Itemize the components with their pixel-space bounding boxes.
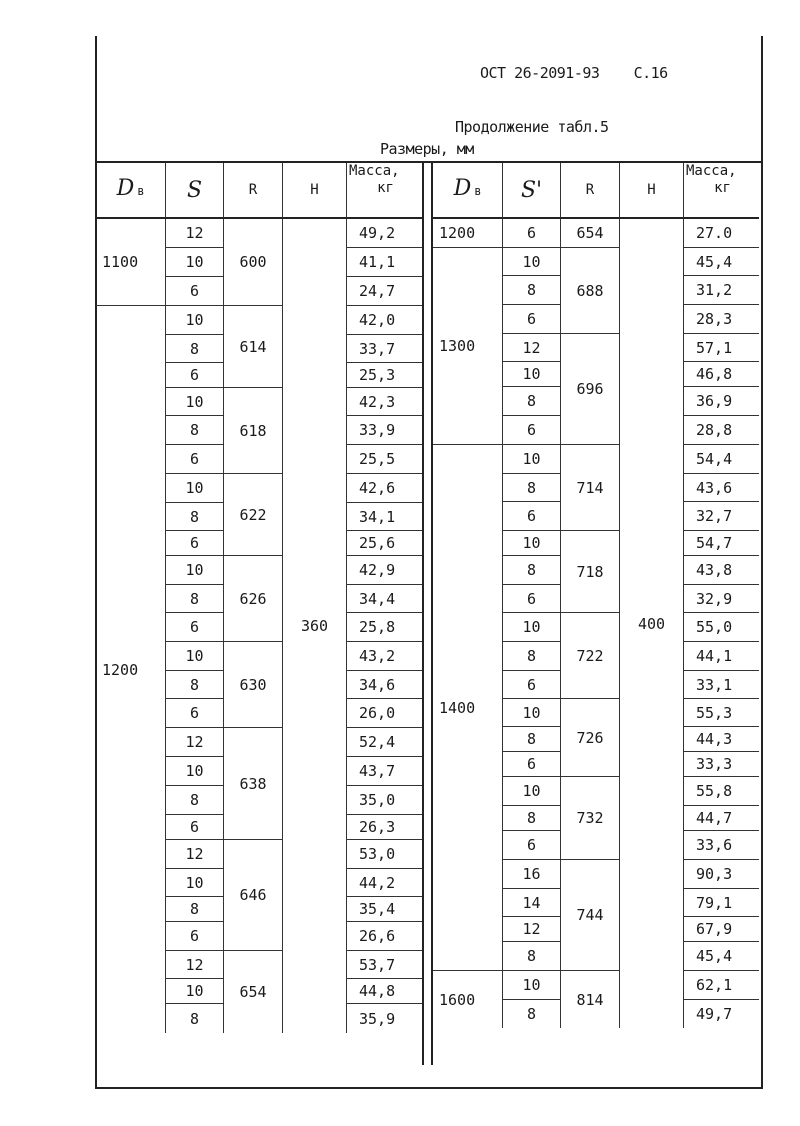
wall-thickness-cell: 10 (166, 642, 224, 671)
mass-cell: 33,1 (684, 671, 759, 699)
radius-cell: 732 (561, 777, 620, 860)
wall-thickness-cell: 6 (166, 699, 224, 728)
mass-label: Масса, (686, 163, 737, 179)
wall-thickness-cell: 8 (166, 786, 224, 815)
radius-cell: 744 (561, 860, 620, 971)
mass-cell: 25,3 (347, 363, 422, 388)
col-header-s (503, 163, 561, 219)
mass-cell: 26,3 (347, 815, 422, 840)
wall-thickness-cell: 8 (166, 671, 224, 699)
mass-cell: 33,7 (347, 335, 422, 363)
mass-cell: 41,1 (347, 248, 422, 277)
s-symbol: S' (520, 177, 543, 203)
wall-thickness-cell: 8 (503, 474, 561, 502)
mass-unit: кг (714, 180, 731, 196)
mass-cell: 25,8 (347, 613, 422, 642)
radius-cell: 688 (561, 248, 620, 334)
wall-thickness-cell: 10 (503, 971, 561, 1000)
mass-unit: кг (377, 180, 394, 196)
mass-cell: 26,0 (347, 699, 422, 728)
wall-thickness-cell: 6 (503, 752, 561, 777)
page-number: С.16 (633, 64, 668, 82)
radius-cell: 718 (561, 531, 620, 613)
col-header-d (433, 163, 503, 219)
radius-cell: 614 (224, 306, 283, 388)
radius-cell: 600 (224, 219, 283, 306)
wall-thickness-cell: 6 (503, 416, 561, 445)
wall-thickness-cell: 6 (166, 445, 224, 474)
col-header-s (166, 163, 224, 219)
outer-diameter-cell: 1200 (433, 219, 503, 248)
col-header-h: H (620, 163, 684, 219)
mass-cell: 32,9 (684, 585, 759, 613)
mass-cell: 33,3 (684, 752, 759, 777)
right-table (433, 163, 759, 1028)
mass-cell: 67,9 (684, 917, 759, 942)
wall-thickness-cell: 14 (503, 889, 561, 917)
wall-thickness-cell: 10 (166, 388, 224, 416)
mass-cell: 44,7 (684, 806, 759, 831)
d-symbol: D (453, 176, 472, 201)
mass-cell: 79,1 (684, 889, 759, 917)
mass-cell: 42,6 (347, 474, 422, 503)
wall-thickness-cell: 16 (503, 860, 561, 889)
wall-thickness-cell: 10 (166, 306, 224, 335)
wall-thickness-cell: 10 (503, 248, 561, 276)
outer-diameter-cell: 1100 (96, 219, 166, 306)
left-table (96, 163, 422, 1033)
wall-thickness-cell: 12 (166, 951, 224, 979)
mass-cell: 34,4 (347, 585, 422, 613)
wall-thickness-cell: 6 (166, 922, 224, 951)
mass-cell: 43,2 (347, 642, 422, 671)
wall-thickness-cell: 8 (503, 942, 561, 971)
wall-thickness-cell: 10 (166, 474, 224, 503)
mass-cell: 46,8 (684, 362, 759, 387)
wall-thickness-cell: 12 (166, 219, 224, 248)
wall-thickness-cell: 12 (503, 917, 561, 942)
mass-cell: 27.0 (684, 219, 759, 248)
wall-thickness-cell: 12 (503, 334, 561, 362)
s-symbol: S (186, 177, 203, 203)
wall-thickness-cell: 6 (503, 305, 561, 334)
wall-thickness-cell: 10 (166, 248, 224, 277)
mass-cell: 49,7 (696, 1005, 733, 1023)
wall-thickness-cell: 10 (503, 531, 561, 556)
d-symbol: D (116, 176, 135, 201)
wall-thickness-cell: 6 (166, 277, 224, 306)
radius-cell: 722 (561, 613, 620, 699)
wall-thickness-cell: 10 (166, 757, 224, 786)
mass-cell: 42,9 (347, 556, 422, 585)
mass-cell: 57,1 (684, 334, 759, 362)
wall-thickness-cell: 8 (503, 1000, 561, 1028)
radius-cell: 654 (561, 219, 620, 248)
outer-diameter-cell: 1300 (433, 248, 503, 445)
height-cell: 360 (283, 219, 347, 1033)
mass-cell: 43,7 (347, 757, 422, 786)
mass-cell: 53,0 (347, 840, 422, 869)
mass-cell: 35,9 (359, 1009, 396, 1028)
mass-cell: 33,9 (347, 416, 422, 445)
wall-thickness-cell: 6 (166, 613, 224, 642)
wall-thickness-cell: 8 (503, 276, 561, 305)
wall-thickness-cell: 8 (503, 806, 561, 831)
radius-cell: 618 (224, 388, 283, 474)
radius-cell: 714 (561, 445, 620, 531)
mass-cell: 33,6 (684, 831, 759, 860)
mass-cell: 35,4 (347, 897, 422, 922)
mass-cell: 26,6 (347, 922, 422, 951)
mass-cell: 54,4 (684, 445, 759, 474)
mass-cell: 42,3 (347, 388, 422, 416)
mass-cell: 31,2 (684, 276, 759, 305)
mass-cell: 35,0 (347, 786, 422, 815)
mass-cell: 43,8 (684, 556, 759, 585)
wall-thickness-cell: 10 (166, 979, 224, 1004)
mass-cell: 52,4 (347, 728, 422, 757)
mass-cell: 24,7 (347, 277, 422, 306)
col-header-r: R (561, 163, 620, 219)
mass-cell: 45,4 (684, 942, 759, 971)
mass-cell: 55,3 (684, 699, 759, 727)
radius-cell: 626 (224, 556, 283, 642)
wall-thickness-cell: 8 (503, 387, 561, 416)
wall-thickness-cell: 8 (166, 503, 224, 531)
wall-thickness-cell: 8 (166, 1004, 224, 1033)
dimensions-label: Размеры, мм (380, 140, 474, 158)
wall-thickness-cell: 6 (166, 531, 224, 556)
col-header-mass (684, 163, 759, 219)
wall-thickness-cell: 10 (503, 613, 561, 642)
mass-cell: 25,5 (347, 445, 422, 474)
mass-cell: 49,2 (347, 219, 422, 248)
mass-cell: 90,3 (684, 860, 759, 889)
mass-cell: 32,7 (684, 502, 759, 531)
mass-cell: 44,2 (347, 869, 422, 897)
wall-thickness-cell: 10 (503, 362, 561, 387)
mass-cell: 53,7 (347, 951, 422, 979)
wall-thickness-cell: 6 (503, 219, 561, 248)
document-header (480, 64, 668, 82)
mass-cell: 44,8 (347, 979, 422, 1004)
mass-cell: 45,4 (684, 248, 759, 276)
outer-diameter-cell: 1200 (96, 306, 166, 1033)
radius-cell: 654 (224, 951, 283, 1033)
wall-thickness-cell: 10 (503, 699, 561, 727)
wall-thickness-cell: 8 (166, 897, 224, 922)
mass-cell: 62,1 (684, 971, 759, 1000)
col-header-mass (347, 163, 422, 219)
wall-thickness-cell: 6 (503, 502, 561, 531)
wall-thickness-cell: 6 (166, 363, 224, 388)
wall-thickness-cell: 6 (166, 815, 224, 840)
col-header-r: R (224, 163, 283, 219)
radius-cell: 630 (224, 642, 283, 728)
wall-thickness-cell: 10 (166, 556, 224, 585)
radius-cell: 814 (561, 971, 620, 1028)
col-header-h: H (283, 163, 347, 219)
wall-thickness-cell: 10 (503, 445, 561, 474)
mass-cell: 43,6 (684, 474, 759, 502)
table-double-separator (422, 163, 433, 1065)
d-subscript: в (474, 184, 482, 198)
wall-thickness-cell: 8 (166, 416, 224, 445)
mass-cell: 44,3 (684, 727, 759, 752)
table-continuation-label: Продолжение табл.5 (455, 118, 609, 136)
radius-cell: 622 (224, 474, 283, 556)
wall-thickness-cell: 12 (166, 840, 224, 869)
radius-cell: 638 (224, 728, 283, 840)
wall-thickness-cell: 8 (166, 585, 224, 613)
doc-code: ОСТ 26-2091-93 (480, 64, 600, 82)
height-cell: 400 (620, 219, 684, 1028)
outer-diameter-cell: 1400 (433, 445, 503, 971)
wall-thickness-cell: 6 (503, 585, 561, 613)
mass-cell: 42,0 (347, 306, 422, 335)
radius-cell: 696 (561, 334, 620, 445)
wall-thickness-cell: 6 (503, 671, 561, 699)
mass-cell: 34,1 (347, 503, 422, 531)
mass-cell: 25,6 (347, 531, 422, 556)
mass-cell: 44,1 (684, 642, 759, 671)
mass-cell: 54,7 (684, 531, 759, 556)
mass-cell: 34,6 (347, 671, 422, 699)
outer-diameter-cell: 1600 (433, 971, 503, 1028)
wall-thickness-cell: 8 (503, 642, 561, 671)
radius-cell: 726 (561, 699, 620, 777)
wall-thickness-cell: 8 (166, 335, 224, 363)
col-header-d (96, 163, 166, 219)
mass-cell: 28,3 (684, 305, 759, 334)
mass-cell: 55,0 (684, 613, 759, 642)
mass-cell: 28,8 (684, 416, 759, 445)
radius-cell: 646 (224, 840, 283, 951)
wall-thickness-cell: 10 (166, 869, 224, 897)
wall-thickness-cell: 12 (166, 728, 224, 757)
d-subscript: в (137, 184, 145, 198)
wall-thickness-cell: 8 (503, 556, 561, 585)
mass-label: Масса, (349, 163, 400, 179)
wall-thickness-cell: 6 (503, 831, 561, 860)
mass-cell: 55,8 (684, 777, 759, 806)
mass-cell: 36,9 (684, 387, 759, 416)
wall-thickness-cell: 8 (503, 727, 561, 752)
wall-thickness-cell: 10 (503, 777, 561, 806)
